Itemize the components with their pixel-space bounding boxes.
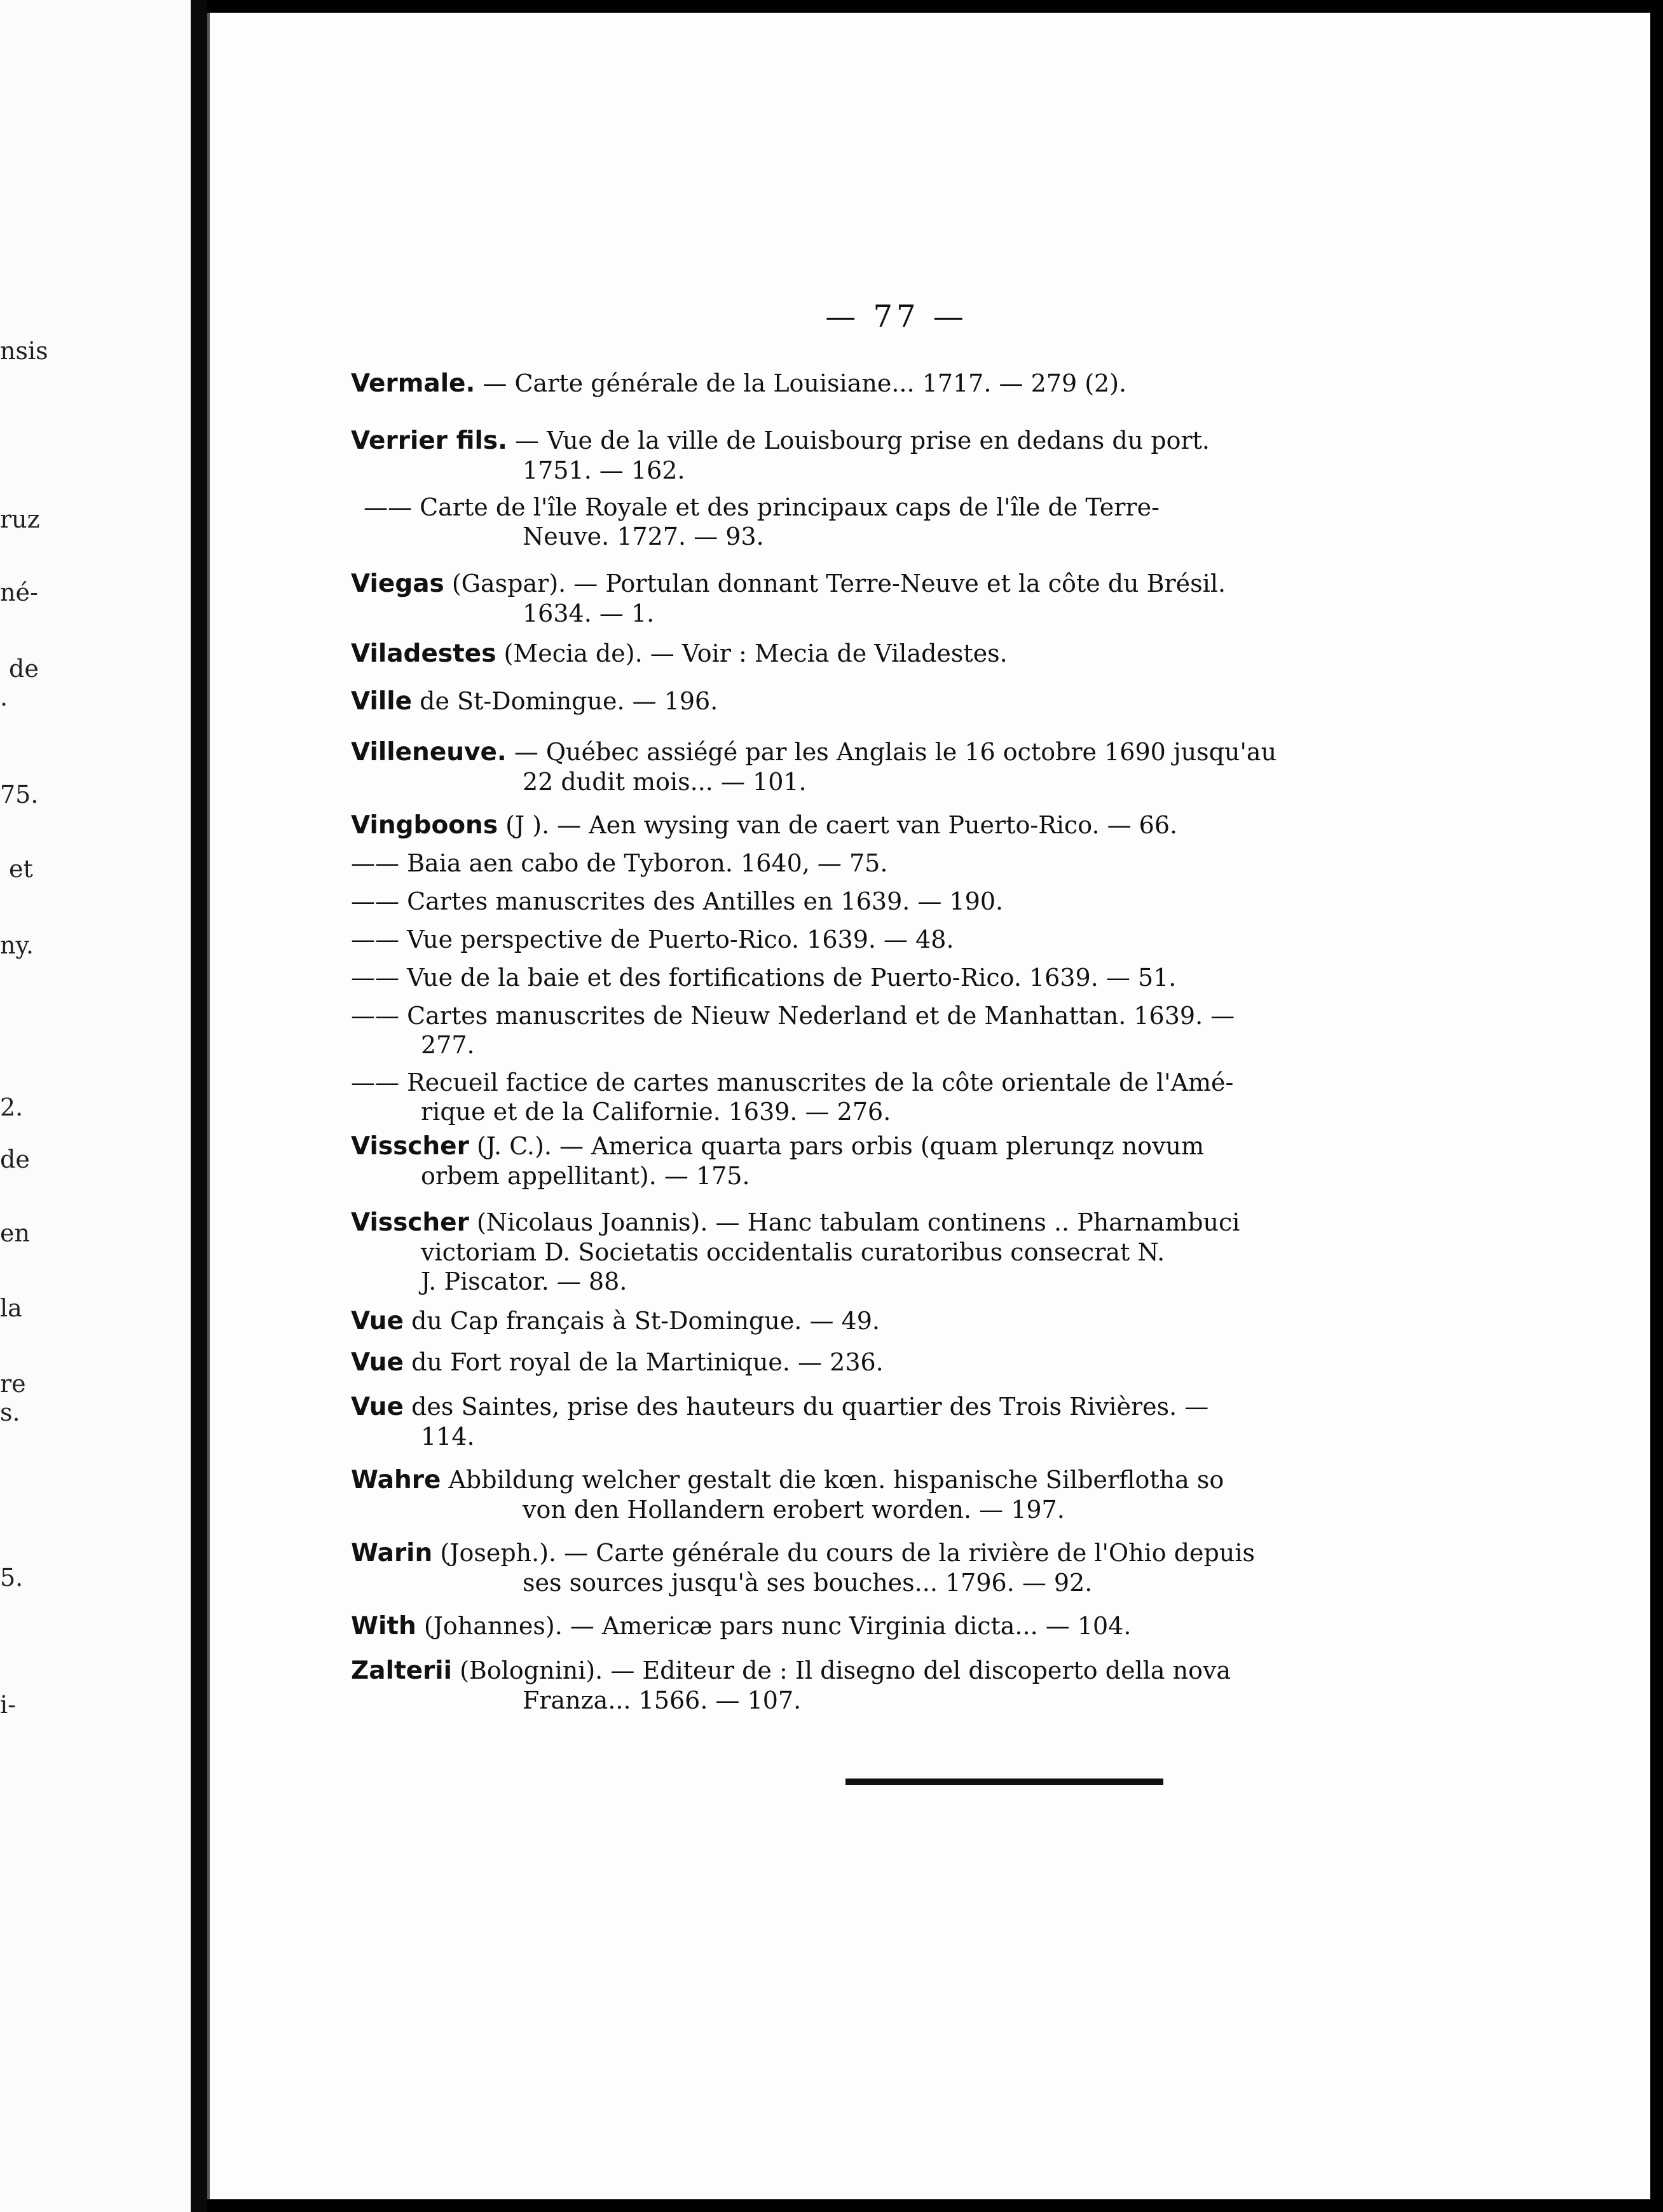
entry-continuation: 1751. — 162. xyxy=(523,456,685,484)
entry-continuation: von den Hollandern erobert worden. — 197. xyxy=(523,1496,1065,1524)
entry-heading: Visscher xyxy=(351,1208,469,1237)
entry-text: —— Baia aen cabo de Tyboron. 1640, — 75. xyxy=(351,849,888,877)
index-entry xyxy=(351,1306,880,1336)
entry-heading: Viegas xyxy=(351,570,444,598)
entry-heading: Zalterii xyxy=(351,1656,453,1685)
entry-text: (Bolognini). — Editeur de : Il disegno del discoperto della nova xyxy=(452,1656,1231,1684)
index-entry xyxy=(351,1611,1131,1641)
entry-continuation: 22 dudit mois... — 101. xyxy=(523,768,807,796)
entry-text: — Québec assiégé par les Anglais le 16 octobre 1690 jusqu'au xyxy=(506,738,1277,766)
entry-heading: Vue xyxy=(351,1307,404,1335)
entry-continuation: victoriam D. Societatis occidentalis curatoribus consecrat N. xyxy=(421,1238,1165,1266)
index-entry xyxy=(351,887,1003,916)
index-entry xyxy=(351,1465,1224,1524)
facing-page-edge xyxy=(0,0,191,2212)
margin-fragment: re xyxy=(0,1370,26,1398)
margin-fragment: s. xyxy=(0,1398,20,1426)
entry-text: du Cap français à St-Domingue. — 49. xyxy=(404,1307,880,1335)
margin-fragment: de xyxy=(0,1145,30,1173)
index-entry xyxy=(351,493,1160,551)
index-entry xyxy=(351,810,1177,840)
index-entry xyxy=(351,1131,1204,1191)
index-entry xyxy=(351,686,718,716)
entry-continuation: orbem appellitant). — 175. xyxy=(421,1162,750,1190)
entry-heading: Villeneuve. xyxy=(351,738,507,767)
entry-continuation: 277. xyxy=(421,1031,475,1059)
index-list xyxy=(351,13,1559,1920)
index-entry xyxy=(351,1208,1240,1296)
margin-fragment: . xyxy=(0,683,8,711)
margin-fragment: la xyxy=(0,1294,22,1322)
entry-continuation: Franza... 1566. — 107. xyxy=(523,1686,802,1714)
entry-text: (Nicolaus Joannis). — Hanc tabulam continens .. Pharnambuci xyxy=(469,1208,1240,1236)
index-entry xyxy=(351,1348,884,1377)
entry-text: — Carte générale de la Louisiane... 1717. — 279 (2). xyxy=(475,369,1127,397)
entry-text: de St-Domingue. — 196. xyxy=(412,687,718,715)
entry-heading: Visscher xyxy=(351,1132,469,1161)
margin-fragment: de xyxy=(9,655,39,683)
margin-fragment: 5. xyxy=(0,1564,24,1592)
entry-text: (J ). — Aen wysing van de caert van Puerto-Rico. — 66. xyxy=(498,811,1178,839)
page-number: — 77 — xyxy=(825,299,968,334)
entry-text: Abbildung welcher gestalt die kœn. hispanische Silberflotha so xyxy=(441,1466,1224,1494)
margin-fragment: ruz xyxy=(0,505,40,533)
margin-fragment: 2. xyxy=(0,1093,24,1121)
margin-fragment: 75. xyxy=(0,781,39,809)
margin-fragment: né- xyxy=(0,578,38,606)
entry-text: (J. C.). — America quarta pars orbis (quam plerunqz novum xyxy=(469,1132,1205,1160)
page xyxy=(207,13,1650,2199)
index-entry xyxy=(351,963,1176,992)
book-gutter xyxy=(191,0,207,2212)
index-entry xyxy=(351,849,887,878)
entry-text: (Johannes). — Americæ pars nunc Virginia dicta... — 104. xyxy=(416,1612,1132,1640)
entry-continuation: ses sources jusqu'à ses bouches... 1796. — 92. xyxy=(523,1569,1093,1597)
end-rule xyxy=(845,1778,1163,1785)
index-entry xyxy=(351,925,954,954)
entry-text: du Fort royal de la Martinique. — 236. xyxy=(404,1348,884,1376)
entry-text: (Mecia de). — Voir : Mecia de Viladestes. xyxy=(496,639,1008,667)
margin-fragment: et xyxy=(9,855,33,883)
entry-text: —— Cartes manuscrites des Antilles en 1639. — 190. xyxy=(351,887,1004,915)
entry-heading: Verrier fils. xyxy=(351,427,507,455)
entry-text: (Joseph.). — Carte générale du cours de la rivière de l'Ohio depuis xyxy=(432,1539,1256,1567)
index-entry xyxy=(351,1656,1231,1715)
entry-continuation: rique et de la Californie. 1639. — 276. xyxy=(421,1098,891,1126)
entry-heading: Vermale. xyxy=(351,369,476,398)
margin-fragment: ny. xyxy=(0,931,34,959)
entry-text: — Vue de la ville de Louisbourg prise en dedans du port. xyxy=(507,427,1210,454)
entry-heading: Vue xyxy=(351,1348,404,1377)
index-entry xyxy=(351,1392,1208,1451)
entry-continuation: Neuve. 1727. — 93. xyxy=(523,522,764,550)
index-entry xyxy=(351,1068,1233,1126)
entry-heading: Vue xyxy=(351,1393,404,1421)
entry-heading: Wahre xyxy=(351,1466,441,1494)
entry-continuation: J. Piscator. — 88. xyxy=(421,1267,627,1295)
entry-text: (Gaspar). — Portulan donnant Terre-Neuve et la côte du Brésil. xyxy=(444,570,1226,597)
index-entry xyxy=(351,1538,1255,1597)
index-entry xyxy=(351,369,1126,399)
entry-heading: With xyxy=(351,1612,416,1641)
entry-continuation: 1634. — 1. xyxy=(523,599,655,627)
index-entry xyxy=(351,737,1276,796)
entry-heading: Warin xyxy=(351,1539,433,1567)
index-entry xyxy=(351,639,1008,669)
index-entry xyxy=(351,1001,1235,1060)
entry-text: —— Vue perspective de Puerto-Rico. 1639. — 48. xyxy=(351,925,954,953)
entry-text: des Saintes, prise des hauteurs du quartier des Trois Rivières. — xyxy=(404,1393,1209,1421)
entry-text: —— Carte de l'île Royale et des principaux caps de l'île de Terre- xyxy=(364,493,1160,521)
entry-continuation: 114. xyxy=(421,1423,475,1451)
entry-text: —— Recueil factice de cartes manuscrites de la côte orientale de l'Amé- xyxy=(351,1068,1234,1096)
entry-heading: Ville xyxy=(351,687,413,716)
index-entry xyxy=(351,569,1226,628)
margin-fragment: nsis xyxy=(0,337,48,365)
entry-heading: Viladestes xyxy=(351,639,496,668)
index-entry xyxy=(351,426,1210,485)
margin-fragment: en xyxy=(0,1219,30,1247)
entry-text: —— Vue de la baie et des fortifications de Puerto-Rico. 1639. — 51. xyxy=(351,964,1177,992)
entry-heading: Vingboons xyxy=(351,811,498,840)
entry-text: —— Cartes manuscrites de Nieuw Nederland et de Manhattan. 1639. — xyxy=(351,1002,1235,1030)
margin-fragment: i- xyxy=(0,1691,16,1719)
